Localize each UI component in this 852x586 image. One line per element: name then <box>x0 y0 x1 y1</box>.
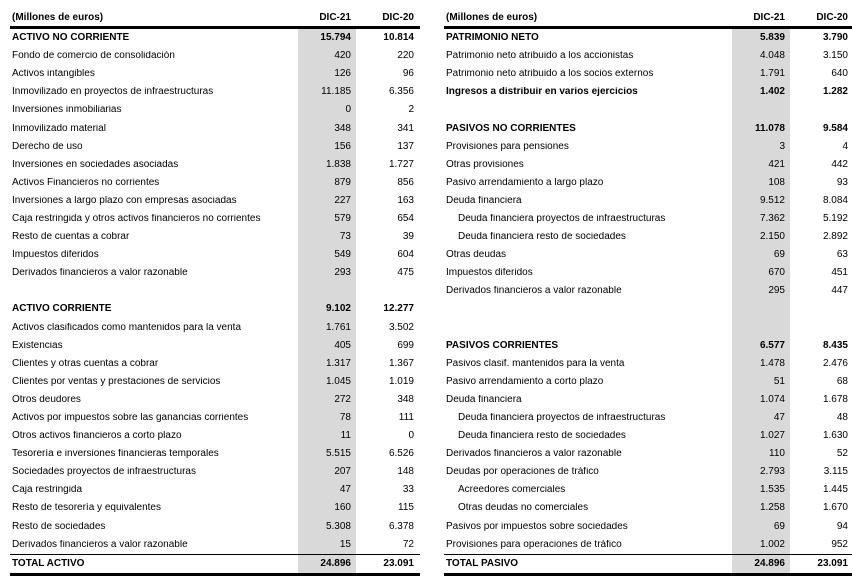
row-label: Otras deudas <box>446 250 507 261</box>
row-label: Pasivo arrendamiento a corto plazo <box>446 376 604 387</box>
col-header-dic20: DIC-20 <box>816 12 848 23</box>
table-row <box>444 481 852 499</box>
value-dic21: 579 <box>298 210 356 228</box>
row-label: Patrimonio neto atribuido a los socios externos <box>446 69 654 80</box>
value-dic20: 0 <box>408 430 414 442</box>
row-label: Deudas por operaciones de tráfico <box>446 467 599 478</box>
table-row <box>444 47 852 65</box>
row-label: Otras deudas no comerciales <box>458 503 589 514</box>
table-row <box>444 101 852 119</box>
row-label: Otros deudores <box>12 394 81 405</box>
row-label: Inversiones en sociedades asociadas <box>12 159 179 170</box>
table-row <box>444 210 852 228</box>
table-row <box>444 300 852 318</box>
table-row <box>444 409 852 427</box>
value-dic21: 1.761 <box>298 319 356 337</box>
table-row <box>10 499 420 517</box>
row-label: Resto de sociedades <box>12 521 106 532</box>
row-label: Derivados financieros a valor razonable <box>12 539 188 550</box>
row-label: Resto de tesorería y equivalentes <box>12 503 161 514</box>
table-row <box>444 445 852 463</box>
value-dic20: 348 <box>397 393 414 405</box>
value-dic20: 6.356 <box>388 86 414 98</box>
row-label: Derivados financieros a valor razonable <box>12 268 188 279</box>
row-label: TOTAL ACTIVO <box>12 558 85 569</box>
value-dic20: 5.192 <box>822 212 848 224</box>
value-dic20: 1.727 <box>388 158 414 170</box>
value-dic20: 1.019 <box>388 375 414 387</box>
row-label: Provisiones para pensiones <box>446 141 569 152</box>
value-dic21: 108 <box>732 174 790 192</box>
table-row <box>10 481 420 499</box>
value-dic20: 10.814 <box>383 32 414 44</box>
value-dic20: 442 <box>831 158 848 170</box>
value-dic20: 341 <box>397 122 414 134</box>
row-label: Pasivos clasif. mantenidos para la venta <box>446 358 625 369</box>
value-dic20: 1.445 <box>822 484 848 496</box>
value-dic20: 475 <box>397 267 414 279</box>
table-row <box>10 119 420 137</box>
value-dic20: 220 <box>397 50 414 62</box>
col-header-dic20: DIC-20 <box>382 12 414 23</box>
value-dic21: 5.839 <box>732 29 790 47</box>
value-dic21: 1.791 <box>732 65 790 83</box>
table-row <box>10 65 420 83</box>
value-dic20: 699 <box>397 339 414 351</box>
value-dic20: 640 <box>831 68 848 80</box>
value-dic21: 1.478 <box>732 355 790 373</box>
row-label: Deuda financiera proyectos de infraestructuras <box>458 213 666 224</box>
table-row <box>444 29 852 47</box>
table-body-activo <box>10 29 420 576</box>
table-row <box>444 264 852 282</box>
value-dic21: 11 <box>298 427 356 445</box>
value-dic21: 160 <box>298 499 356 517</box>
table-row <box>10 264 420 282</box>
value-dic20: 952 <box>831 538 848 550</box>
value-dic21: 549 <box>298 246 356 264</box>
value-dic21: 405 <box>298 337 356 355</box>
table-row <box>10 319 420 337</box>
table-row <box>10 554 420 573</box>
value-dic20: 1.282 <box>822 86 848 98</box>
value-dic20: 9.584 <box>822 122 848 134</box>
table-row <box>10 246 420 264</box>
value-dic21: 348 <box>298 119 356 137</box>
value-dic20: 94 <box>836 520 848 532</box>
value-dic21: 1.402 <box>732 83 790 101</box>
value-dic20: 93 <box>836 176 848 188</box>
row-label: Inversiones a largo plazo con empresas asociadas <box>12 195 237 206</box>
value-dic20: 68 <box>836 375 848 387</box>
row-label: PASIVOS NO CORRIENTES <box>446 123 576 134</box>
value-dic21: 9.102 <box>298 300 356 318</box>
row-label: Activos por impuestos sobre las ganancias corrientes <box>12 413 249 424</box>
table-row <box>444 119 852 137</box>
value-dic20: 148 <box>397 466 414 478</box>
value-dic21: 11.185 <box>298 83 356 101</box>
value-dic20: 2.892 <box>822 231 848 243</box>
table-row <box>444 192 852 210</box>
value-dic20: 48 <box>836 412 848 424</box>
value-dic21: 24.896 <box>732 555 790 573</box>
table-row <box>444 83 852 101</box>
value-dic20: 4 <box>842 140 848 152</box>
row-label: Deuda financiera resto de sociedades <box>458 232 626 243</box>
table-row <box>444 536 852 554</box>
row-label: Clientes y otras cuentas a cobrar <box>12 358 159 369</box>
table-row <box>10 427 420 445</box>
value-dic21: 420 <box>298 47 356 65</box>
table-row <box>10 536 420 554</box>
value-dic21: 2.793 <box>732 463 790 481</box>
value-dic20: 12.277 <box>383 303 414 315</box>
value-dic21: 69 <box>732 518 790 536</box>
value-dic20: 137 <box>397 140 414 152</box>
row-label: ACTIVO CORRIENTE <box>12 304 112 315</box>
row-label: Clientes por ventas y prestaciones de servicios <box>12 376 221 387</box>
value-dic21: 2.150 <box>732 228 790 246</box>
value-dic21: 47 <box>732 409 790 427</box>
row-label: Otros activos financieros a corto plazo <box>12 431 182 442</box>
row-label: Otras provisiones <box>446 159 524 170</box>
table-row <box>10 300 420 318</box>
table-row <box>444 282 852 300</box>
value-dic21: 1.535 <box>732 481 790 499</box>
value-dic20: 856 <box>397 176 414 188</box>
value-dic20: 2 <box>408 104 414 116</box>
row-label: Derecho de uso <box>12 141 83 152</box>
value-dic21: 24.896 <box>298 555 356 573</box>
value-dic21: 1.317 <box>298 355 356 373</box>
value-dic20: 6.378 <box>388 520 414 532</box>
table-row <box>444 463 852 481</box>
table-row <box>10 101 420 119</box>
table-row <box>444 228 852 246</box>
row-label: Acreedores comerciales <box>458 485 566 496</box>
table-row <box>444 373 852 391</box>
value-dic21: 78 <box>298 409 356 427</box>
row-label: Impuestos diferidos <box>12 250 99 261</box>
row-label: Sociedades proyectos de infraestructuras <box>12 467 196 478</box>
value-dic20: 111 <box>398 412 414 424</box>
value-dic21: 47 <box>298 481 356 499</box>
value-dic21: 1.002 <box>732 536 790 554</box>
value-dic21: 1.045 <box>298 373 356 391</box>
table-row <box>10 228 420 246</box>
value-dic20: 52 <box>836 448 848 460</box>
table-row <box>444 337 852 355</box>
value-dic21: 110 <box>732 445 790 463</box>
value-dic21 <box>732 300 790 318</box>
value-dic21: 295 <box>732 282 790 300</box>
row-label: PASIVOS CORRIENTES <box>446 340 559 351</box>
table-row <box>10 47 420 65</box>
table-row <box>10 210 420 228</box>
value-dic20: 1.670 <box>822 502 848 514</box>
value-dic21: 3 <box>732 138 790 156</box>
table-row <box>10 391 420 409</box>
table-row <box>10 192 420 210</box>
row-label: Activos Financieros no corrientes <box>12 177 160 188</box>
row-label: Impuestos diferidos <box>446 268 533 279</box>
row-label: Deuda financiera resto de sociedades <box>458 431 626 442</box>
table-row <box>444 319 852 337</box>
row-label: Patrimonio neto atribuido a los accionistas <box>446 51 634 62</box>
table-row <box>10 518 420 536</box>
value-dic20: 115 <box>398 502 414 514</box>
value-dic20: 39 <box>402 231 414 243</box>
value-dic21: 5.308 <box>298 518 356 536</box>
value-dic21: 9.512 <box>732 192 790 210</box>
value-dic20: 1.678 <box>822 393 848 405</box>
table-row <box>10 29 420 47</box>
table-row <box>444 427 852 445</box>
table-row <box>10 337 420 355</box>
table-row <box>10 83 420 101</box>
row-label: Derivados financieros a valor razonable <box>446 286 622 297</box>
table-row <box>444 554 852 573</box>
table-row <box>444 499 852 517</box>
value-dic20: 3.115 <box>823 466 848 478</box>
row-label: Caja restringida y otros activos financieros no corrientes <box>12 213 261 224</box>
value-dic20: 3.790 <box>822 32 848 44</box>
table-row <box>10 445 420 463</box>
value-dic21: 5.515 <box>298 445 356 463</box>
row-label: Derivados financieros a valor razonable <box>446 449 622 460</box>
row-label: Activos clasificados como mantenidos para la venta <box>12 322 242 333</box>
value-dic20: 654 <box>397 212 414 224</box>
row-label: Inmovilizado en proyectos de infraestructuras <box>12 87 214 98</box>
table-row <box>10 138 420 156</box>
value-dic20: 96 <box>402 68 414 80</box>
value-dic20: 23.091 <box>383 557 414 569</box>
value-dic20: 1.367 <box>388 357 414 369</box>
table-header-pasivo <box>444 5 852 29</box>
value-dic21: 69 <box>732 246 790 264</box>
row-label: Activos intangibles <box>12 69 95 80</box>
value-dic20: 2.476 <box>822 357 848 369</box>
value-dic21 <box>732 101 790 119</box>
table-row <box>444 156 852 174</box>
value-dic21: 73 <box>298 228 356 246</box>
table-row <box>444 391 852 409</box>
value-dic21: 0 <box>298 101 356 119</box>
value-dic21: 421 <box>732 156 790 174</box>
table-row <box>10 355 420 373</box>
value-dic20: 33 <box>402 484 414 496</box>
row-label: Pasivo arrendamiento a largo plazo <box>446 177 604 188</box>
table-row <box>444 174 852 192</box>
row-label: TOTAL PASIVO <box>446 558 519 569</box>
col-header-dic21: DIC-21 <box>319 12 351 23</box>
table-row <box>444 518 852 536</box>
value-dic21: 1.838 <box>298 156 356 174</box>
value-dic20: 3.150 <box>822 50 848 62</box>
value-dic20: 1.630 <box>822 430 848 442</box>
table-body-pasivo <box>444 29 852 576</box>
value-dic20: 23.091 <box>817 557 848 569</box>
value-dic21: 227 <box>298 192 356 210</box>
value-dic21: 670 <box>732 264 790 282</box>
row-label: Fondo de comercio de consolidación <box>12 51 175 62</box>
value-dic20: 604 <box>397 249 414 261</box>
value-dic21: 207 <box>298 463 356 481</box>
table-row <box>10 174 420 192</box>
table-row <box>444 65 852 83</box>
table-row <box>10 409 420 427</box>
value-dic21: 1.258 <box>732 499 790 517</box>
value-dic21 <box>732 319 790 337</box>
table-row <box>10 156 420 174</box>
units-label: (Millones de euros) <box>446 12 538 23</box>
value-dic21: 6.577 <box>732 337 790 355</box>
value-dic20: 72 <box>402 538 414 550</box>
value-dic20: 8.435 <box>822 339 848 351</box>
col-header-dic21: DIC-21 <box>753 12 785 23</box>
table-row <box>444 355 852 373</box>
table-row <box>10 282 420 300</box>
value-dic21: 15 <box>298 536 356 554</box>
value-dic21: 293 <box>298 264 356 282</box>
value-dic20: 8.084 <box>822 194 848 206</box>
value-dic21: 51 <box>732 373 790 391</box>
table-row <box>444 246 852 264</box>
row-label: Existencias <box>12 340 63 351</box>
table-header-activo <box>10 5 420 29</box>
row-label: Pasivos por impuestos sobre sociedades <box>446 521 628 532</box>
value-dic21: 272 <box>298 391 356 409</box>
value-dic20: 3.502 <box>388 321 414 333</box>
value-dic20: 163 <box>397 194 414 206</box>
value-dic21: 11.078 <box>732 119 790 137</box>
row-label: Deuda financiera <box>446 195 522 206</box>
table-activo <box>10 5 420 576</box>
row-label: ACTIVO NO CORRIENTE <box>12 33 130 44</box>
table-row <box>10 373 420 391</box>
value-dic20: 63 <box>836 249 848 261</box>
value-dic20: 447 <box>831 285 848 297</box>
value-dic21: 1.074 <box>732 391 790 409</box>
value-dic21 <box>298 282 356 300</box>
value-dic21: 4.048 <box>732 47 790 65</box>
row-label: Caja restringida <box>12 485 83 496</box>
units-label: (Millones de euros) <box>12 12 104 23</box>
table-row <box>10 463 420 481</box>
row-label: Ingresos a distribuir en varios ejercicios <box>446 87 638 98</box>
table-row <box>444 138 852 156</box>
value-dic21: 879 <box>298 174 356 192</box>
value-dic21: 15.794 <box>298 29 356 47</box>
row-label: Provisiones para operaciones de tráfico <box>446 539 622 550</box>
row-label: Resto de cuentas a cobrar <box>12 232 130 243</box>
row-label: PATRIMONIO NETO <box>446 33 539 44</box>
value-dic21: 7.362 <box>732 210 790 228</box>
table-pasivo <box>444 5 852 576</box>
row-label: Inmovilizado material <box>12 123 106 134</box>
row-label: Deuda financiera proyectos de infraestructuras <box>458 413 666 424</box>
row-label: Deuda financiera <box>446 394 522 405</box>
row-label: Tesorería e inversiones financieras temporales <box>12 449 219 460</box>
value-dic21: 1.027 <box>732 427 790 445</box>
row-label: Inversiones inmobiliarias <box>12 105 122 116</box>
value-dic21: 126 <box>298 65 356 83</box>
value-dic21: 156 <box>298 138 356 156</box>
value-dic20: 451 <box>831 267 848 279</box>
value-dic20: 6.526 <box>388 448 414 460</box>
